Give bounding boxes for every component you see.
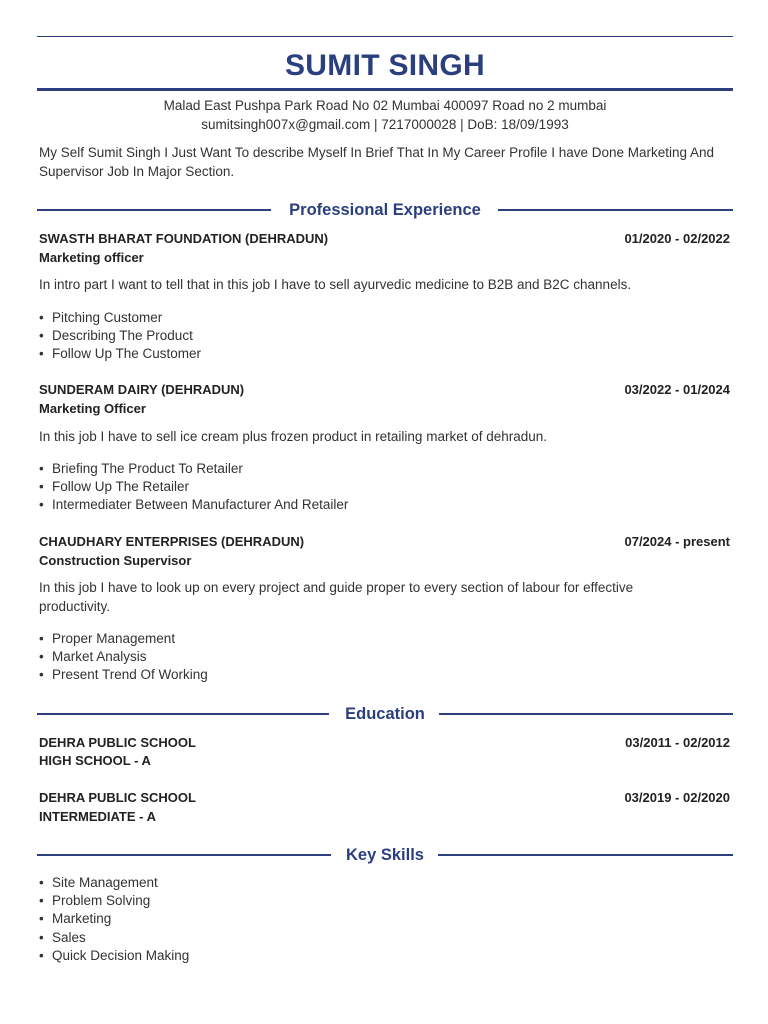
job-description: In intro part I want to tell that in this job I have to sell ayurvedic medicine to B2B and B2C channels. bbox=[39, 277, 632, 292]
section-title: Professional Experience bbox=[289, 201, 481, 219]
education-level: HIGH SCHOOL - A bbox=[39, 753, 151, 768]
address-line: Malad East Pushpa Park Road No 02 Mumbai 400097 Road no 2 mumbai bbox=[163, 98, 607, 113]
name-underline bbox=[37, 88, 733, 91]
profile-summary: My Self Sumit Singh I Just Want To describe Myself In Brief That In My Career Profile I have Done Marketing And Supervisor Job In Major Section. bbox=[39, 145, 715, 179]
list-item: • Sales bbox=[39, 929, 86, 945]
list-item: • Pitching Customer bbox=[39, 310, 163, 325]
job-description: In this job I have to look up on every project and guide proper to every section of labour for effective productivity. bbox=[39, 580, 634, 614]
job-bullets bbox=[39, 630, 208, 685]
section-title: Education bbox=[345, 705, 425, 723]
job-dates: 07/2024 - present bbox=[624, 534, 730, 549]
job-bullets bbox=[39, 460, 348, 515]
list-item: • Problem Solving bbox=[39, 893, 151, 909]
job-description: In this job I have to sell ice cream plus frozen product in retailing market of dehradun. bbox=[39, 429, 548, 444]
school-name: DEHRA PUBLIC SCHOOL bbox=[39, 735, 196, 750]
list-item: • Quick Decision Making bbox=[39, 947, 190, 963]
job-header bbox=[39, 533, 730, 551]
list-item: • Intermediater Between Manufacturer And Retailer bbox=[39, 497, 349, 513]
job-dates: 03/2022 - 01/2024 bbox=[624, 382, 730, 397]
contact-line: sumitsingh007x@gmail.com | 7217000028 | DoB: 18/09/1993 bbox=[201, 117, 569, 132]
company-name: SUNDERAM DAIRY (DEHRADUN) bbox=[39, 382, 245, 397]
list-item: • Describing The Product bbox=[39, 328, 193, 344]
list-item: • Briefing The Product To Retailer bbox=[39, 461, 243, 476]
job-role: Marketing officer bbox=[39, 250, 144, 265]
list-item: • Follow Up The Retailer bbox=[39, 479, 190, 495]
education-header bbox=[39, 789, 730, 807]
education-dates: 03/2019 - 02/2020 bbox=[624, 790, 730, 805]
list-item: • Present Trend Of Working bbox=[39, 667, 208, 683]
company-name: SWASTH BHARAT FOUNDATION (DEHRADUN) bbox=[39, 231, 329, 246]
job-dates: 01/2020 - 02/2022 bbox=[624, 231, 730, 246]
job-header bbox=[39, 381, 730, 399]
job-role: Construction Supervisor bbox=[39, 553, 192, 568]
section-education bbox=[37, 703, 733, 725]
list-item: • Marketing bbox=[39, 911, 112, 927]
job-role: Marketing Officer bbox=[39, 401, 146, 416]
section-title: Key Skills bbox=[346, 846, 424, 864]
education-dates: 03/2011 - 02/2012 bbox=[625, 735, 730, 750]
school-name: DEHRA PUBLIC SCHOOL bbox=[39, 790, 196, 805]
company-name: CHAUDHARY ENTERPRISES (DEHRADUN) bbox=[39, 534, 305, 549]
section-experience bbox=[37, 199, 733, 221]
top-rule bbox=[37, 36, 733, 37]
education-level: INTERMEDIATE - A bbox=[39, 809, 156, 824]
candidate-name: SUMIT SINGH bbox=[285, 49, 485, 82]
list-item: • Market Analysis bbox=[39, 649, 147, 665]
list-item: • Follow Up The Customer bbox=[39, 346, 202, 362]
list-item: • Site Management bbox=[39, 875, 158, 890]
section-skills bbox=[37, 844, 733, 866]
job-bullets bbox=[39, 309, 201, 364]
skills-list bbox=[39, 874, 189, 965]
education-header bbox=[39, 734, 730, 752]
job-header bbox=[39, 230, 730, 248]
list-item: • Proper Management bbox=[39, 631, 176, 646]
